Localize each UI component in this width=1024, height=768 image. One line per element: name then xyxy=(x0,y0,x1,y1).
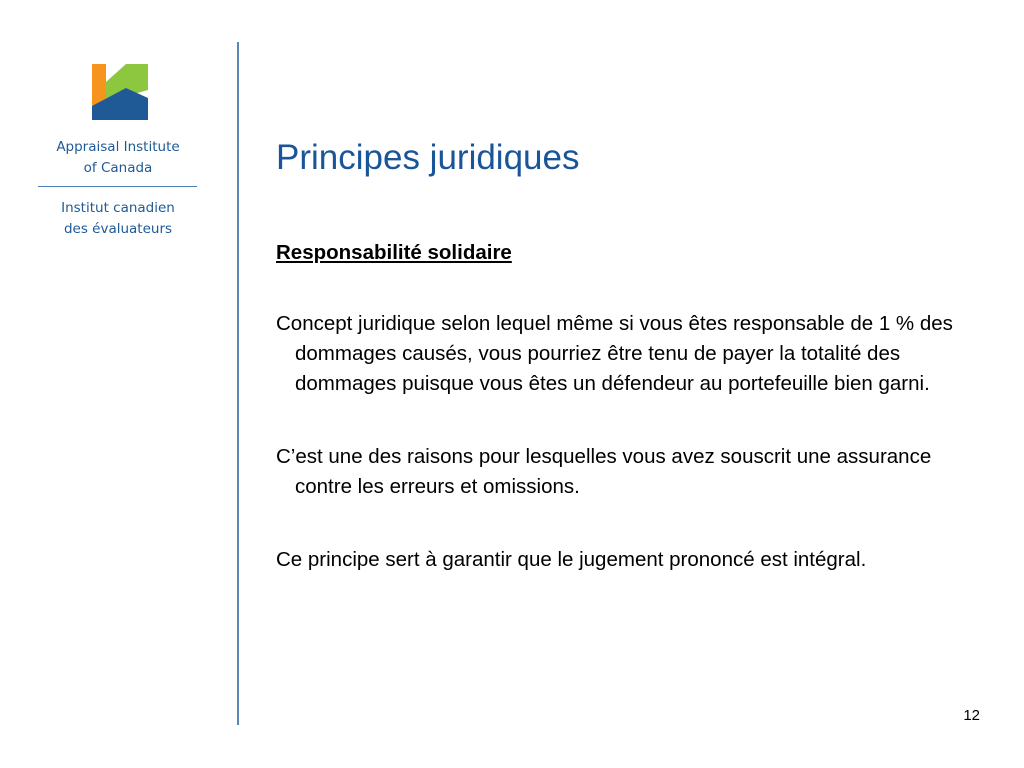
organization-name-english-line: of Canada xyxy=(83,160,153,176)
organization-name-divider xyxy=(38,186,197,187)
organization-name-english xyxy=(30,137,206,179)
slide-title: Principes juridiques xyxy=(276,138,580,177)
paragraph: C’est une des raisons pour lesquelles vous avez souscrit une assurance contre les erreurs et omissions. xyxy=(276,445,932,498)
organization-name-french-line: des évaluateurs xyxy=(63,221,173,237)
section-subheading: Responsabilité solidaire xyxy=(276,241,512,264)
paragraph: Ce principe sert à garantir que le jugement prononcé est intégral. xyxy=(276,548,867,571)
slide-content xyxy=(276,238,986,618)
paragraph: Concept juridique selon lequel même si vous êtes responsable de 1 % des dommages causés, vous pourriez être tenu de payer la totalité des dommages puisque vous êtes un défendeur au portefeuille bien garni. xyxy=(276,312,953,395)
logo-icon xyxy=(92,64,148,120)
organization-name-english-line: Appraisal Institute xyxy=(56,139,180,155)
organization-name-french xyxy=(30,198,206,240)
organization-name-french-line: Institut canadien xyxy=(61,200,175,216)
logo-orange-block xyxy=(92,64,106,106)
sidebar-divider xyxy=(237,42,239,725)
page-number: 12 xyxy=(963,707,980,724)
